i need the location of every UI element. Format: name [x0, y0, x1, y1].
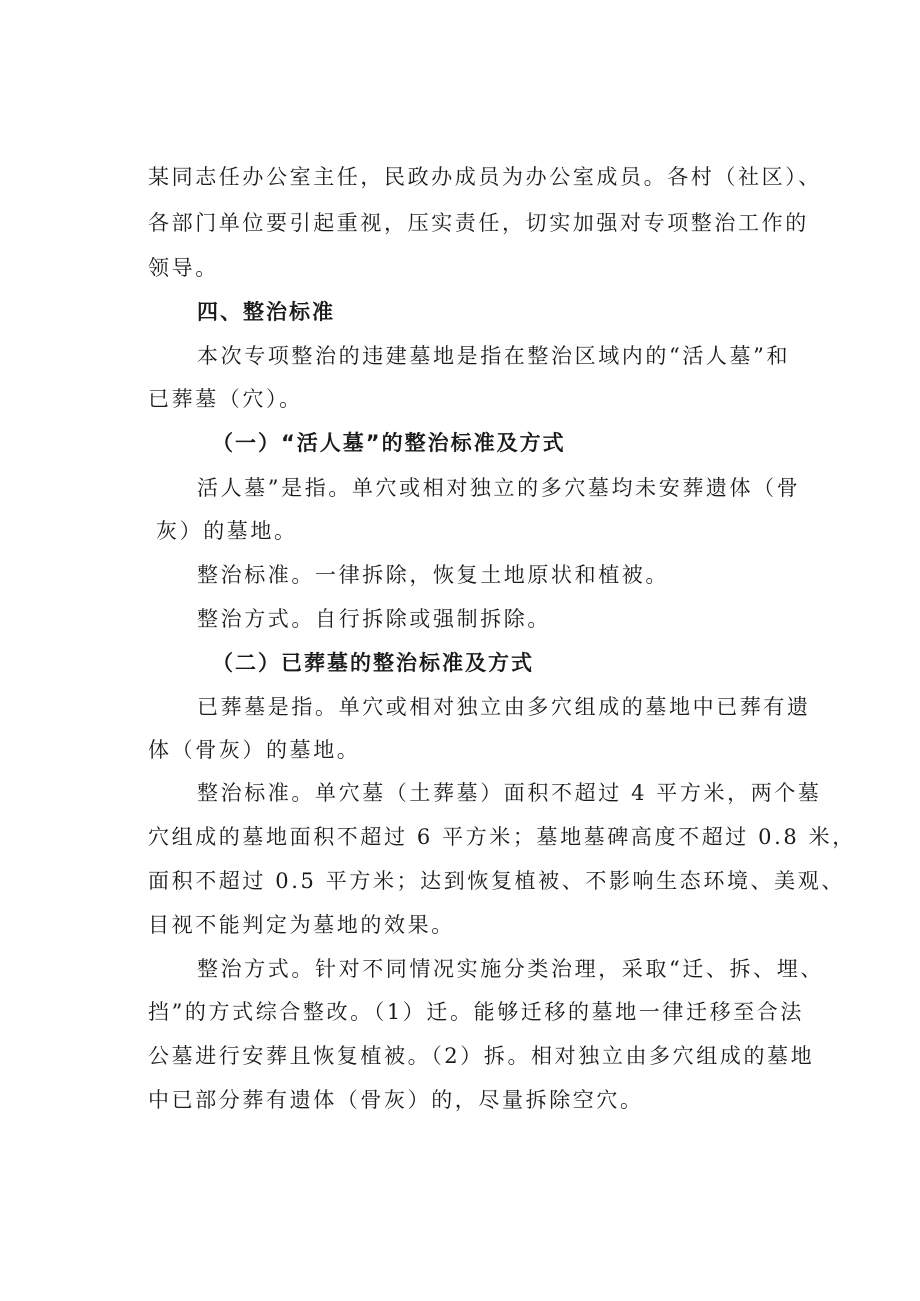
paragraph-line-8: 活人墓”是指。单穴或相对独立的多穴墓均未安葬遗体（骨 — [197, 476, 801, 500]
paragraph-line-10: 整治标准。一律拆除，恢复土地原状和植被。 — [197, 563, 669, 587]
paragraph-line-11: 整治方式。自行拆除或强制拆除。 — [197, 607, 551, 631]
paragraph-line-19: 整治方式。针对不同情况实施分类治理，采取“迁、拆、埋、 — [197, 957, 824, 981]
paragraph-line-21: 公墓进行安葬且恢复植被。（2）拆。相对独立由多穴组成的墓地 — [148, 1044, 815, 1068]
paragraph-line-14: 体（骨灰）的墓地。 — [148, 738, 361, 762]
paragraph-line-6: 已葬墓（穴）。 — [148, 387, 303, 411]
paragraph-line-13: 已葬墓是指。单穴或相对独立由多穴组成的墓地中已葬有遗 — [197, 695, 811, 719]
paragraph-line-5: 本次专项整治的违建墓地是指在整治区域内的“活人墓”和 — [197, 344, 791, 368]
subsection-heading-1: （一）“活人墓”的整治标准及方式 — [212, 431, 566, 455]
paragraph-line-1: 某同志任办公室主任，民政办成员为办公室成员。各村（社区）、 — [148, 165, 822, 189]
paragraph-line-22: 中已部分葬有遗体（骨灰）的，尽量拆除空穴。 — [148, 1088, 644, 1112]
section-heading-standards: 四、整治标准 — [197, 300, 335, 324]
paragraph-line-9: 灰）的墓地。 — [156, 519, 298, 543]
paragraph-line-2: 各部门单位要引起重视，压实责任，切实加强对专项整治工作的 — [148, 211, 809, 235]
paragraph-line-17: 面积不超过 0.5 平方米；达到恢复植被、不影响生态环境、美观、 — [148, 869, 845, 893]
paragraph-line-15: 整治标准。单穴墓（土葬墓）面积不超过 4 平方米，两个墓 — [197, 781, 822, 805]
paragraph-line-3: 领导。 — [148, 256, 219, 280]
paragraph-line-20: 挡”的方式综合整改。（1）迁。能够迁移的墓地一律迁移至合法 — [148, 1000, 804, 1024]
subsection-heading-2: （二）已葬墓的整治标准及方式 — [212, 651, 534, 675]
paragraph-line-18: 目视不能判定为墓地的效果。 — [148, 913, 455, 937]
paragraph-line-16: 穴组成的墓地面积不超过 6 平方米；墓地墓碑高度不超过 0.8 米， — [148, 825, 856, 849]
